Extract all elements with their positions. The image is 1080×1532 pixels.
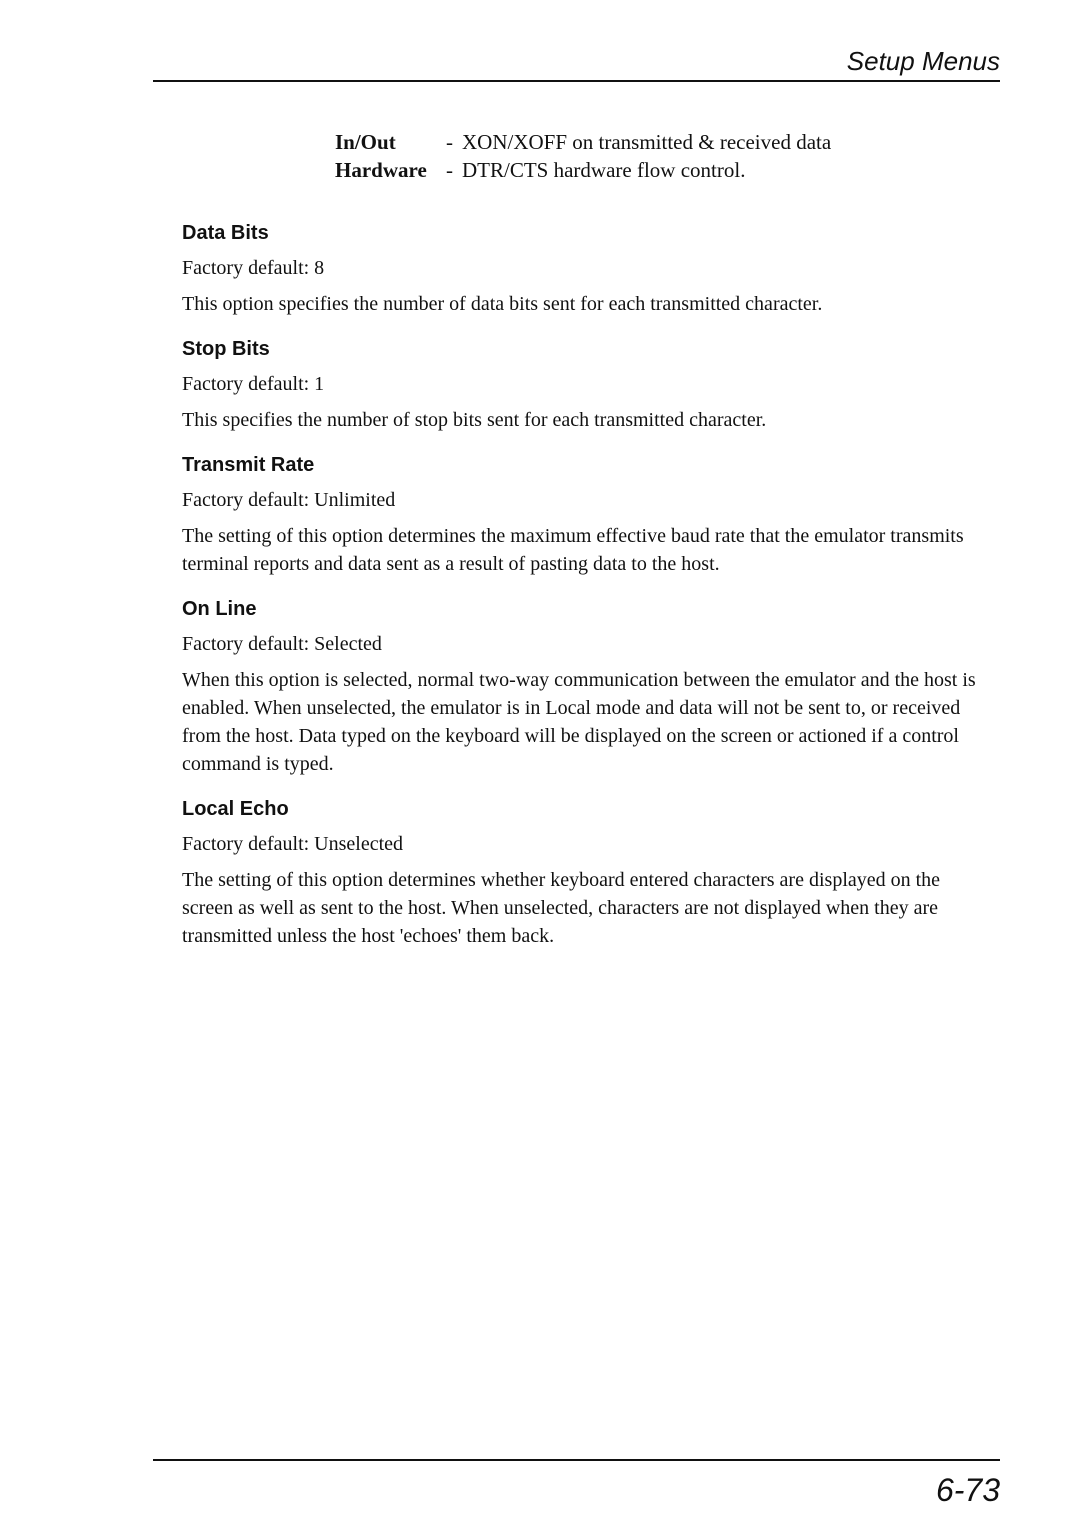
flow-option-separator: - xyxy=(446,158,453,182)
flow-option-term: In/Out xyxy=(335,130,396,154)
section-description: This specifies the number of stop bits sent for each transmitted character. xyxy=(182,409,767,431)
section-data-bits xyxy=(182,220,982,318)
section-description: This option specifies the number of data bits sent for each transmitted character. xyxy=(182,293,823,315)
factory-default: Factory default: Unselected xyxy=(182,833,404,855)
flow-option-description: XON/XOFF on transmitted & received data xyxy=(462,130,832,154)
flow-option-separator: - xyxy=(446,130,453,154)
flow-control-option-list xyxy=(335,128,831,184)
factory-default: Factory default: Selected xyxy=(182,633,382,655)
flow-option-description: DTR/CTS hardware flow control. xyxy=(462,158,746,182)
section-on-line xyxy=(182,596,982,778)
section-description: When this option is selected, normal two-way communication between the emulator and the host is enabled. When unselected, the emulator is in Local mode and data will not be sent to, or received from the host. Data typed on the keyboard will be displayed on the screen or actioned if a control command is typed. xyxy=(182,669,976,775)
setup-options-content xyxy=(182,220,982,968)
section-stop-bits xyxy=(182,336,982,434)
section-heading: Local Echo xyxy=(182,798,289,820)
header-rule xyxy=(153,80,1000,82)
section-heading: Transmit Rate xyxy=(182,454,315,476)
flow-option-row xyxy=(335,156,831,184)
section-heading: On Line xyxy=(182,598,257,620)
section-heading: Data Bits xyxy=(182,222,269,244)
factory-default: Factory default: Unlimited xyxy=(182,489,396,511)
section-heading: Stop Bits xyxy=(182,338,270,360)
section-description: The setting of this option determines the maximum effective baud rate that the emulator transmits terminal reports and data sent as a result of pasting data to the host. xyxy=(182,525,964,575)
running-header-title: Setup Menus xyxy=(846,46,1000,76)
section-transmit-rate xyxy=(182,452,982,578)
flow-option-row xyxy=(335,128,831,156)
footer-rule xyxy=(153,1459,1000,1461)
factory-default: Factory default: 8 xyxy=(182,257,325,279)
section-local-echo xyxy=(182,796,982,950)
section-description: The setting of this option determines whether keyboard entered characters are displayed on the screen as well as sent to the host. When unselected, characters are not displayed when they are transmitted unless the host 'echoes' them back. xyxy=(182,869,941,947)
page-number: 6-73 xyxy=(935,1472,1000,1508)
factory-default: Factory default: 1 xyxy=(182,373,325,395)
flow-option-term: Hardware xyxy=(335,158,427,182)
